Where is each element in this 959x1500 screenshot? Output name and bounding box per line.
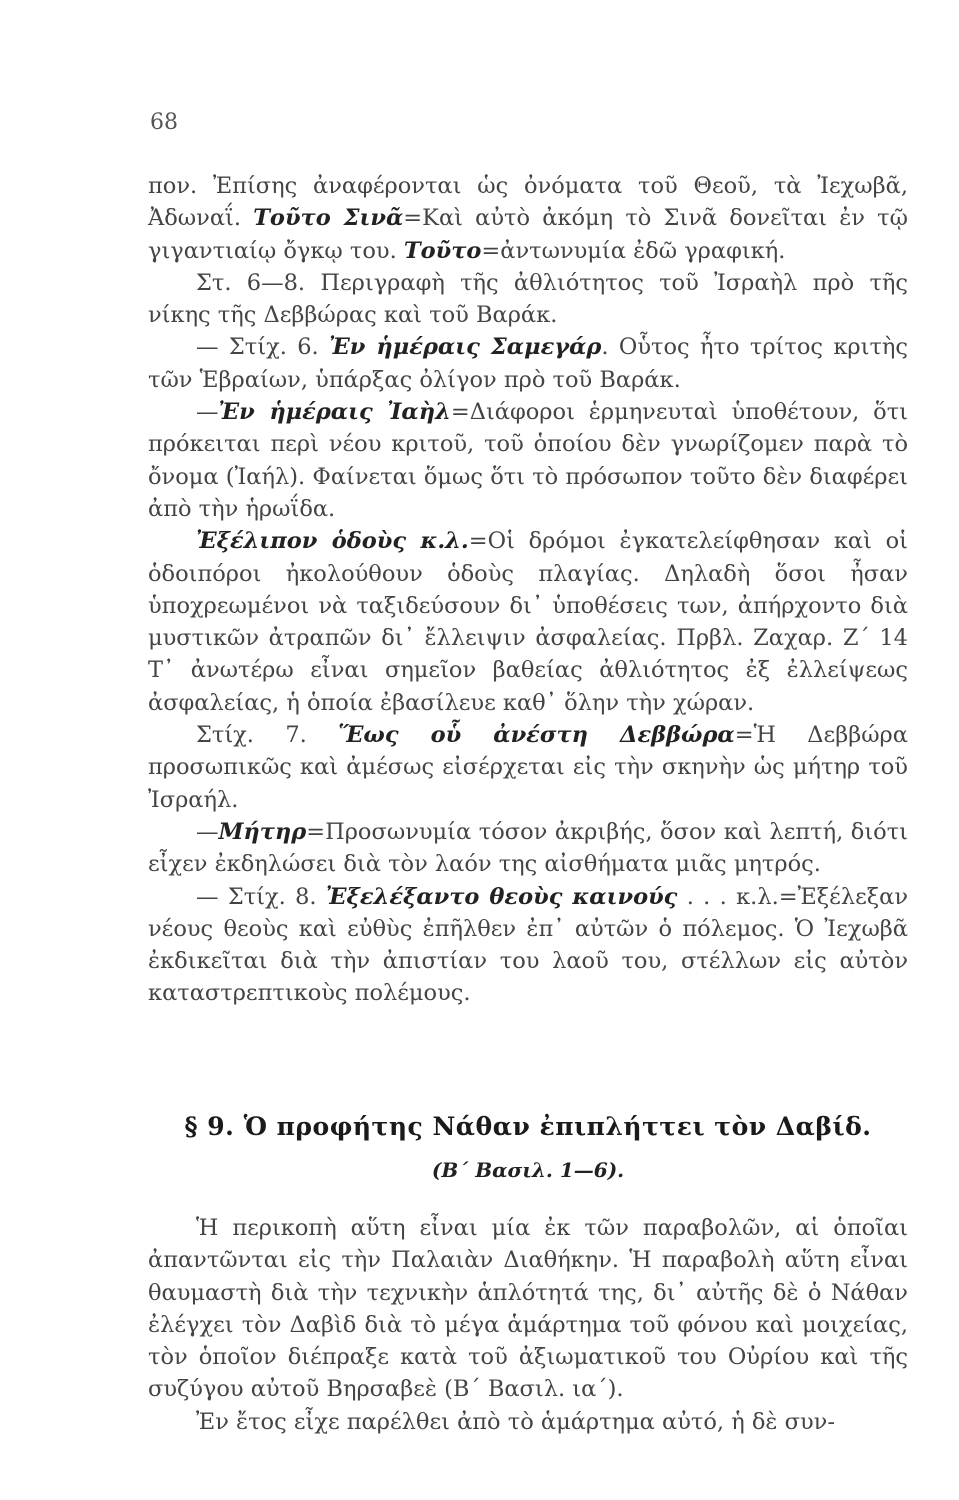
keyword: Ἐν ἡμέραις Ἰαὴλ [218,399,451,426]
text-run: . . . κ.λ.=Ἐξέλεξαν νέους θεοὺς καὶ εὐθὺς ἐπῆλθεν ἐπ᾽ αὐτῶν ὁ πόλεμος. Ὁ Ἰεχωβᾶ ἐκδικεῖται διὰ τὴν ἀπιστίαν του λαοῦ του, στέλλων εἰς αὐτὸν καταστρεπτικοὺς πολέμους. [148,883,909,1007]
text-run: — [196,399,219,426]
text-run: . Οὗτος ἦτο τρίτος κριτὴς τῶν Ἑβραίων, ὑπάρξας ὀλίγον πρὸ τοῦ Βαράκ. [148,334,909,393]
text-run: =Διάφοροι ἑρμηνευταὶ ὑποθέτουν, ὅτι πρόκειται περὶ νέου κριτοῦ, τοῦ ὁποίου δὲν γνωρίζομεν παρὰ τὸ ὄνομα (Ἰαήλ). Φαίνεται ὅμως ὅτι τὸ πρόσωπον τοῦτο δὲν διαφέρει ἀπὸ τὴν ἡρωΐδα. [148,399,908,522]
keyword: Τοῦτο [403,237,482,264]
text-run: =Καὶ αὐτὸ ἀκόμη τὸ Σινᾶ δονεῖται ἐν τῷ γιγαντιαίῳ ὄγκῳ του. [148,205,908,264]
keyword: Ἕως οὗ ἀνέστη Δεββώρα [338,722,735,749]
section-paragraph-1: Ἡ περικοπὴ αὕτη εἶναι μία ἐκ τῶν παραβολῶν, αἱ ὁποῖαι ἀπαντῶνται εἰς τὴν Παλαιὰν Διαθήκην. Ἡ παραβολὴ αὕτη εἶναι θαυμαστὴ διὰ τὴν τεχνικὴν ἁπλότητά της, δι᾽ αὐτῆς δὲ ὁ Νάθαν ἐλέγχει τὸν Δαβὶδ διὰ τὸ μέγα ἁμάρτημα τοῦ φόνου καὶ μοιχείας, τὸν ὁποῖον διέπραξε κατὰ τοῦ ἀξιωματικοῦ του Οὐρίου καὶ τῆς συζύγου αὐτοῦ Βηρσαβεὲ (Β´ Βασιλ. ια´). [148,1215,908,1403]
text-run: πον. Ἐπίσης ἀναφέρονται ὡς ὀνόματα τοῦ Θεοῦ, τὰ Ἰεχωβᾶ, Ἀδωναΐ. [148,173,908,232]
keyword: Μήτηρ [218,818,307,845]
paragraph-4 [148,396,908,525]
text-run: Στίχ. 7. [196,722,339,749]
text-run: Στ. 6—8. Περιγραφὴ τῆς ἀθλιότητος τοῦ Ἰσραὴλ πρὸ τῆς νίκης τῆς Δεββώρας καὶ τοῦ Βαράκ. [148,269,908,329]
paragraph-7 [148,816,908,881]
paragraph-3 [148,331,908,396]
page-number: 68 [150,110,178,135]
section-reference: (Β´ Βασιλ. 1—6). [431,1158,625,1182]
paragraph-8 [148,881,908,1010]
paragraph-2 [148,267,908,332]
section-heading: § 9. Ὁ προφήτης Νάθαν ἐπιπλήττει τὸν Δαβίδ. [184,1112,872,1141]
text-run: — [196,818,219,845]
text-run: =Προσωνυμία τόσον ἀκριβής, ὅσον καὶ λεπτή, διότι εἶχεν ἐκδηλώσει διὰ τὸν λαόν της αἰσθήματα μιᾶς μητρός. [148,818,908,878]
text-run: =ἀντωνυμία ἐδῶ γραφική. [481,237,786,264]
main-text [148,170,908,1010]
section-text [148,1212,908,1438]
text-run: — Στίχ. 6. [196,334,330,361]
keyword: Ἐξελέξαντο θεοὺς καινούς [325,883,678,910]
section-paragraph-2: Ἐν ἔτος εἶχε παρέλθει ἀπὸ τὸ ἁμάρτημα αὐτό, ἡ δὲ συν- [196,1408,835,1435]
keyword: Τοῦτο Σινᾶ [253,205,404,232]
paragraph-6 [148,719,908,816]
keyword: Ἐξέλιπον ὁδοὺς κ.λ. [196,528,469,555]
paragraph-1 [148,170,908,267]
keyword: Ἐν ἡμέραις Σαμεγάρ [329,334,602,361]
text-run: =Ἡ Δεββώρα προσωπικῶς καὶ ἀμέσως εἰσέρχεται εἰς τὴν σκηνὴν ὡς μήτηρ τοῦ Ἰσραήλ. [148,722,908,813]
text-run: =Οἱ δρόμοι ἐγκατελείφθησαν καὶ οἱ ὁδοιπόροι ἠκολούθουν ὁδοὺς πλαγίας. Δηλαδὴ ὅσοι ἦσαν ὑποχρεωμένοι νὰ ταξιδεύσουν δι᾽ ὑποθέσεις των, ἀπήρχοντο διὰ μυστικῶν ἀτραπῶν δι᾽ ἔλλειψιν ἀσφαλείας. Πρβλ. Ζαχαρ. Ζ´ 14 Τ᾽ ἀνωτέρω εἶναι σημεῖον βαθείας ἀθλιότητος ἐξ ἐλλείψεως ἀσφαλείας, ἡ ὁποία ἐβασίλευε καθ᾽ ὅλην τὴν χώραν. [148,528,908,716]
paragraph-5 [148,525,908,719]
text-run: — Στίχ. 8. [196,883,326,910]
